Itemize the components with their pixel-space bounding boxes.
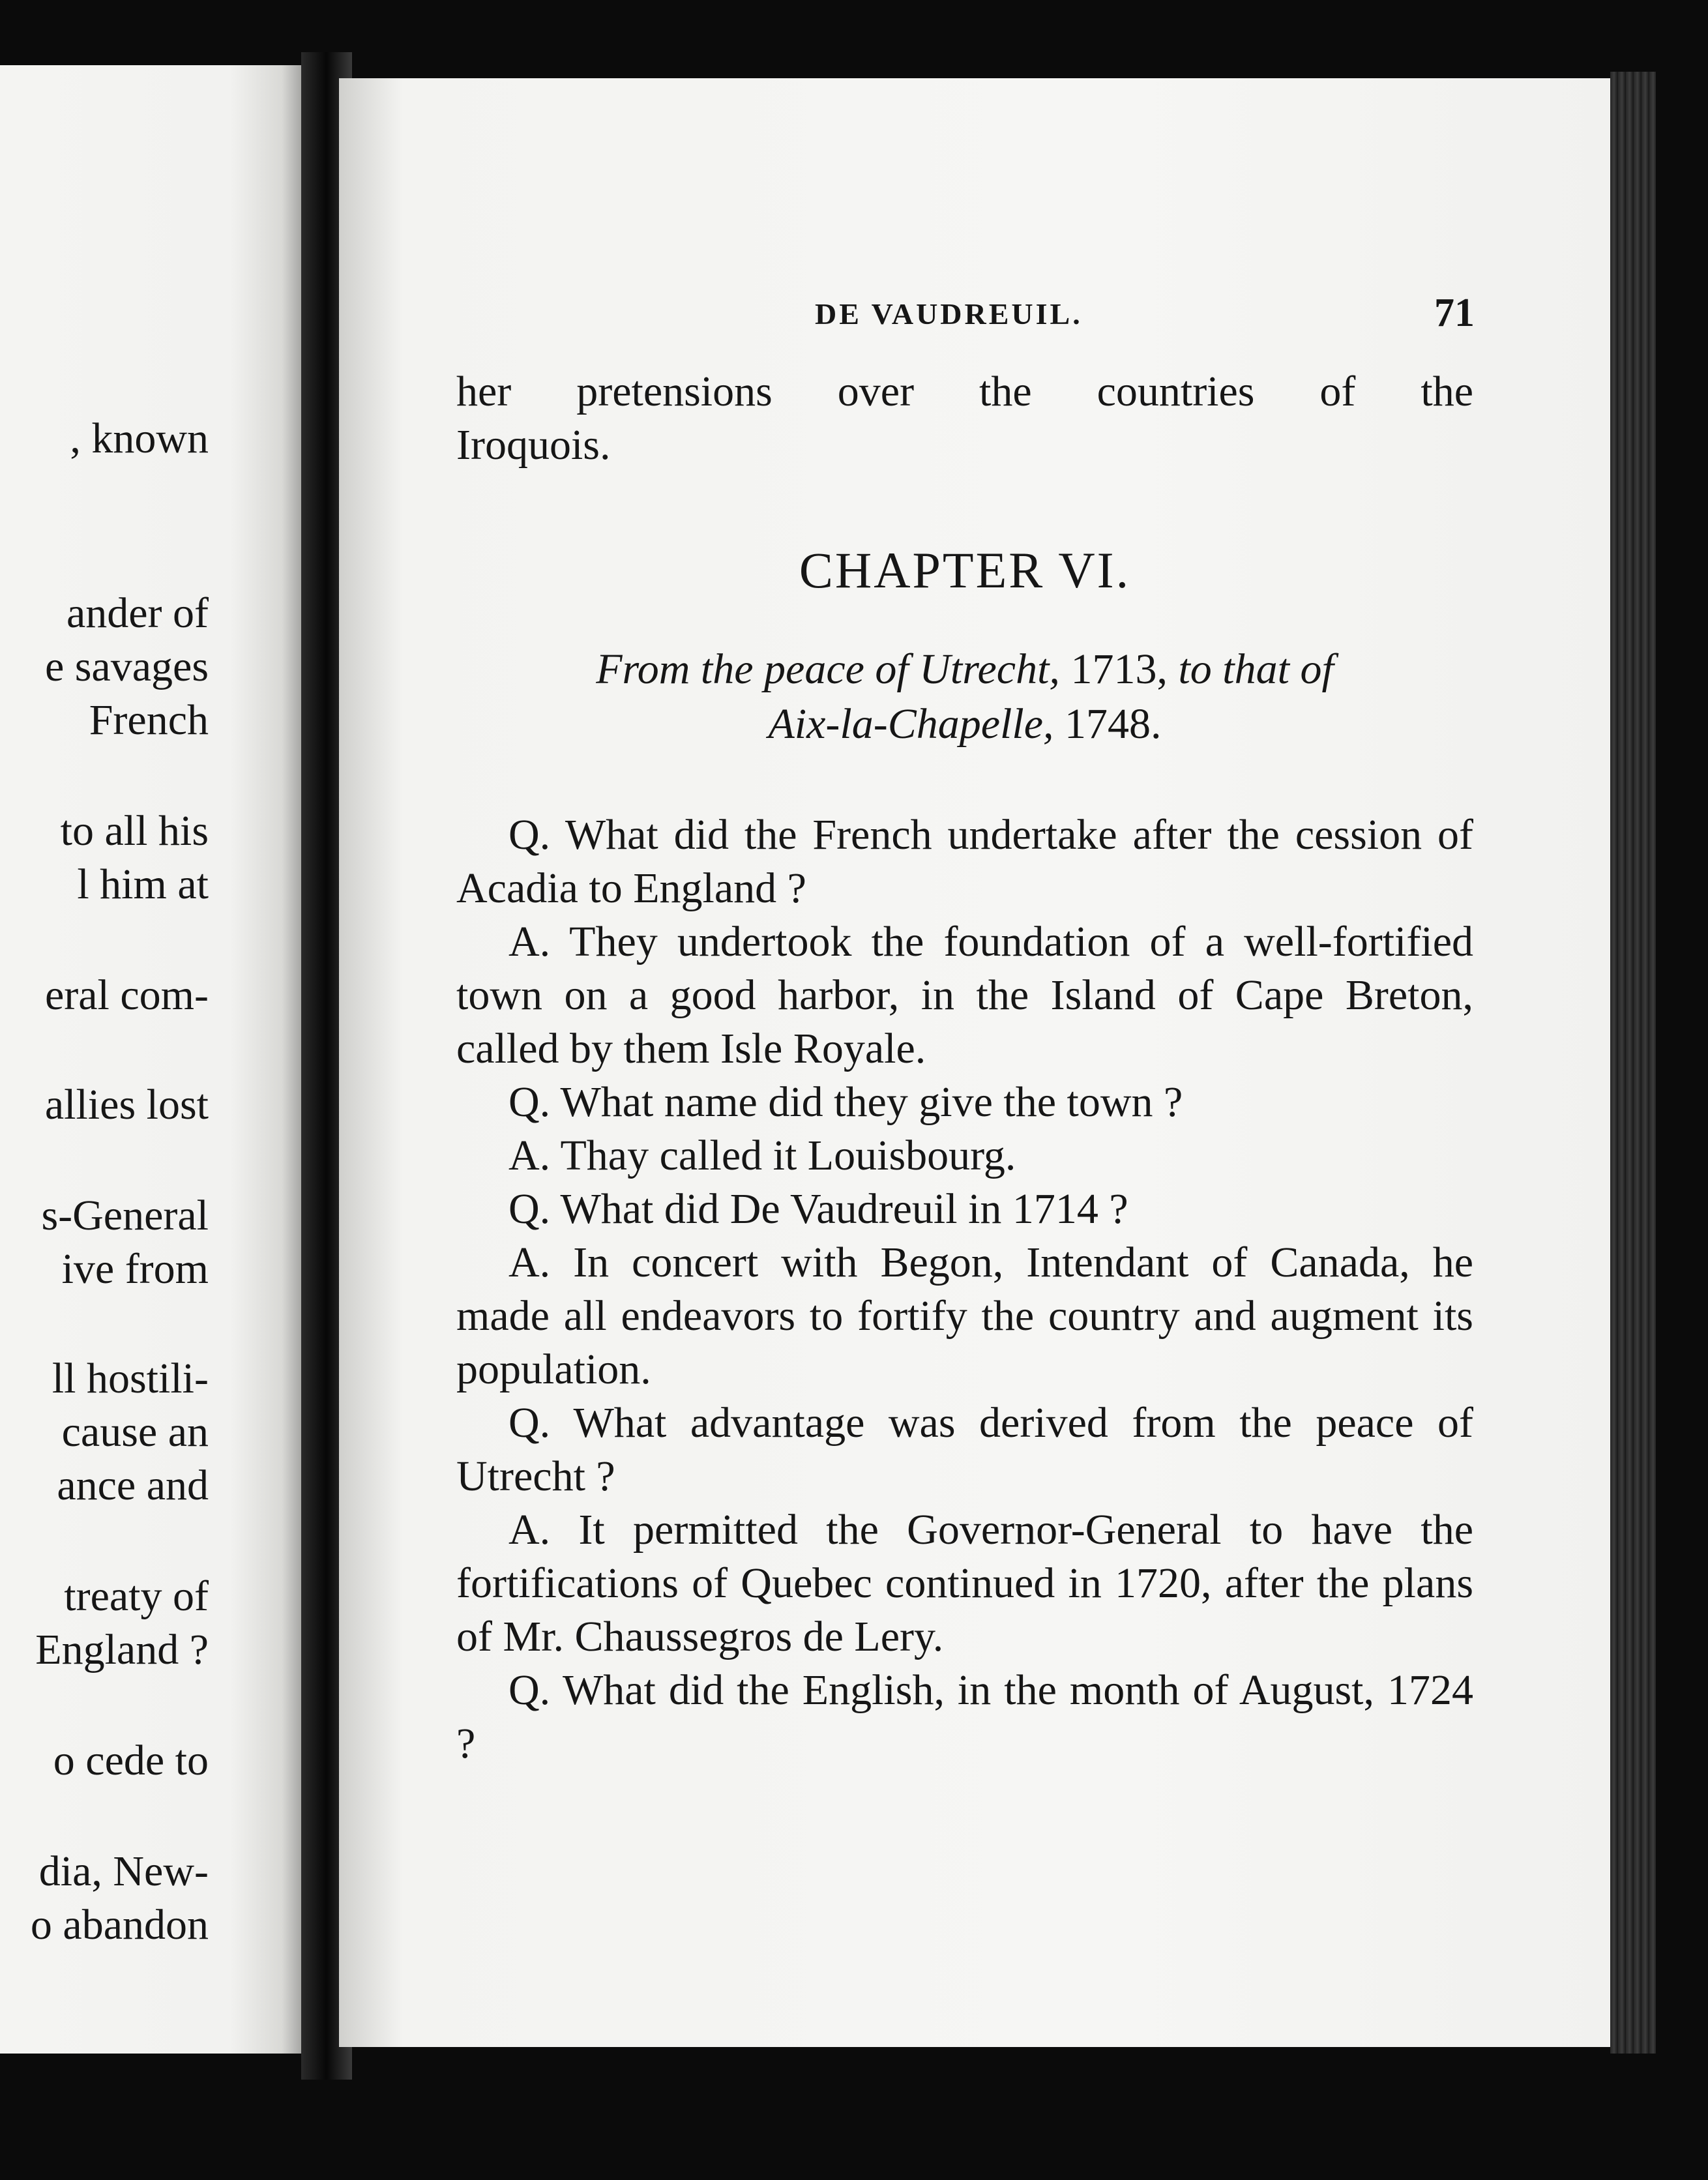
subtitle-text: Aix-la-Chapelle, bbox=[768, 700, 1054, 748]
qa-paragraph: A. It permitted the Governor-General to have the fortifications of Quebec continued in 1720, after the plans of Mr. Chaussegros de Lery. bbox=[456, 1506, 1473, 1660]
qa-paragraph: A. In concert with Begon, Intendant of Canada, he made all endeavors to fortify the country and augment its population. bbox=[456, 1239, 1473, 1393]
left-page-line: o abandon bbox=[30, 1901, 209, 1949]
left-page-line: to all his bbox=[60, 807, 209, 855]
left-page-line: eral com- bbox=[44, 971, 209, 1019]
qa-paragraph: Q. What did De Vaudreuil in 1714 ? bbox=[508, 1185, 1128, 1233]
left-page-line: French bbox=[89, 696, 209, 744]
running-head: DE VAUDREUIL. bbox=[815, 297, 1083, 331]
left-page bbox=[0, 65, 306, 2054]
qa-paragraph: Q. What did the English, in the month of August, 1724 ? bbox=[456, 1666, 1473, 1767]
subtitle-line-1 bbox=[508, 642, 1421, 697]
chapter-title: CHAPTER VI. bbox=[799, 542, 1131, 598]
left-page-line: allies lost bbox=[44, 1081, 209, 1128]
left-page-line: e savages bbox=[44, 643, 209, 690]
left-page-line: , known bbox=[70, 415, 209, 462]
left-page-line: dia, New- bbox=[38, 1848, 209, 1895]
left-page-line: s-General bbox=[41, 1192, 209, 1239]
intro-line: her pretensions over the countries of the bbox=[456, 368, 1473, 415]
left-page-line: treaty of bbox=[64, 1572, 209, 1620]
left-page-line: ance and bbox=[57, 1462, 209, 1509]
page-number: 71 bbox=[1434, 291, 1475, 335]
subtitle-text: From the peace of Utrecht, bbox=[596, 645, 1060, 693]
left-page-line: l him at bbox=[77, 861, 209, 908]
left-page-line: England ? bbox=[35, 1626, 209, 1673]
page-edges bbox=[1610, 72, 1656, 2054]
left-page-line: o cede to bbox=[53, 1737, 209, 1784]
qa-paragraph: A. Thay called it Louisbourg. bbox=[508, 1132, 1016, 1179]
left-page-line: ll hostili- bbox=[52, 1355, 209, 1402]
qa-paragraph: Q. What advantage was derived from the peace of Utrecht ? bbox=[456, 1399, 1473, 1500]
chapter-subtitle bbox=[508, 642, 1421, 752]
qa-body bbox=[456, 808, 1473, 1771]
left-page-line: cause an bbox=[61, 1408, 209, 1456]
qa-paragraph: Q. What name did they give the town ? bbox=[508, 1078, 1183, 1126]
subtitle-line-2 bbox=[508, 697, 1421, 752]
intro-text bbox=[456, 365, 1473, 472]
subtitle-year: 1713, bbox=[1070, 645, 1168, 693]
left-page-line: ive from bbox=[61, 1245, 209, 1293]
qa-paragraph: Q. What did the French undertake after the cession of Acadia to England ? bbox=[456, 811, 1473, 912]
intro-line: Iroquois. bbox=[456, 421, 611, 469]
qa-paragraph: A. They undertook the foundation of a well-fortified town on a good harbor, in the Island of Cape Breton, called by them Isle Royale. bbox=[456, 918, 1473, 1072]
subtitle-year: 1748. bbox=[1065, 700, 1162, 748]
left-page-line: ander of bbox=[66, 589, 209, 637]
subtitle-text: to that of bbox=[1178, 645, 1334, 693]
